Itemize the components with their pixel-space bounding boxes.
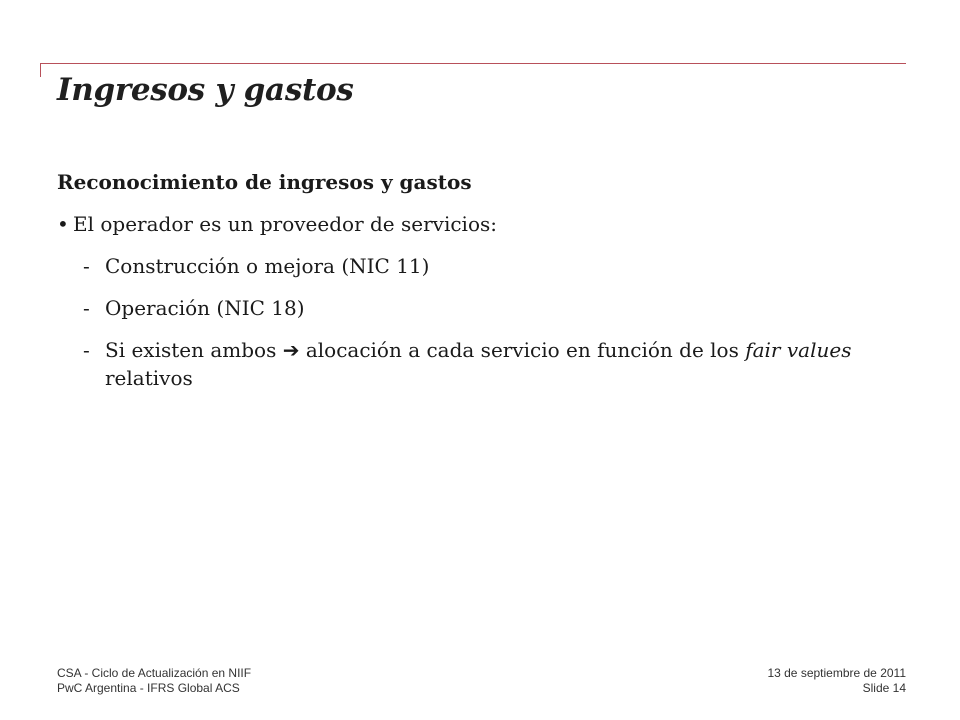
sub-item-construccion: [83, 252, 857, 280]
bullet-text: El operador es un proveedor de servicios:: [73, 212, 497, 236]
footer-firm: PwC Argentina - IFRS Global ACS: [57, 681, 240, 695]
sub-item-middle: alocación a cada servicio en función de los: [299, 338, 746, 362]
slide-body: [57, 168, 857, 406]
dash-icon: -: [83, 338, 90, 362]
sub-item-ambos: [83, 336, 857, 392]
footer-right: [767, 666, 906, 696]
bullet-item: [57, 210, 857, 238]
header-rule: [40, 63, 906, 64]
italic-term-values: values: [786, 338, 852, 362]
slide-title: Ingresos y gastos: [57, 72, 354, 108]
italic-term-fair: fair: [745, 338, 781, 362]
footer-date: 13 de septiembre de 2011: [767, 666, 906, 680]
header-rule-tick: [40, 63, 41, 77]
sub-item-text: Construcción o mejora (NIC 11): [105, 254, 430, 278]
footer-left: [57, 666, 251, 696]
footer-slide-number: Slide 14: [862, 681, 906, 695]
sub-item-text: Operación (NIC 18): [105, 296, 305, 320]
arrow-right-icon: ➔: [282, 338, 300, 362]
bullet-icon: •: [57, 212, 69, 236]
dash-icon: -: [83, 296, 90, 320]
dash-icon: -: [83, 254, 90, 278]
sub-item-operacion: [83, 294, 857, 322]
sub-item-prefix: Si existen ambos: [105, 338, 283, 362]
subheading: Reconocimiento de ingresos y gastos: [57, 170, 472, 194]
footer-course: CSA - Ciclo de Actualización en NIIF: [57, 666, 252, 680]
sub-item-text: [105, 336, 857, 392]
sub-item-suffix: relativos: [105, 366, 193, 390]
